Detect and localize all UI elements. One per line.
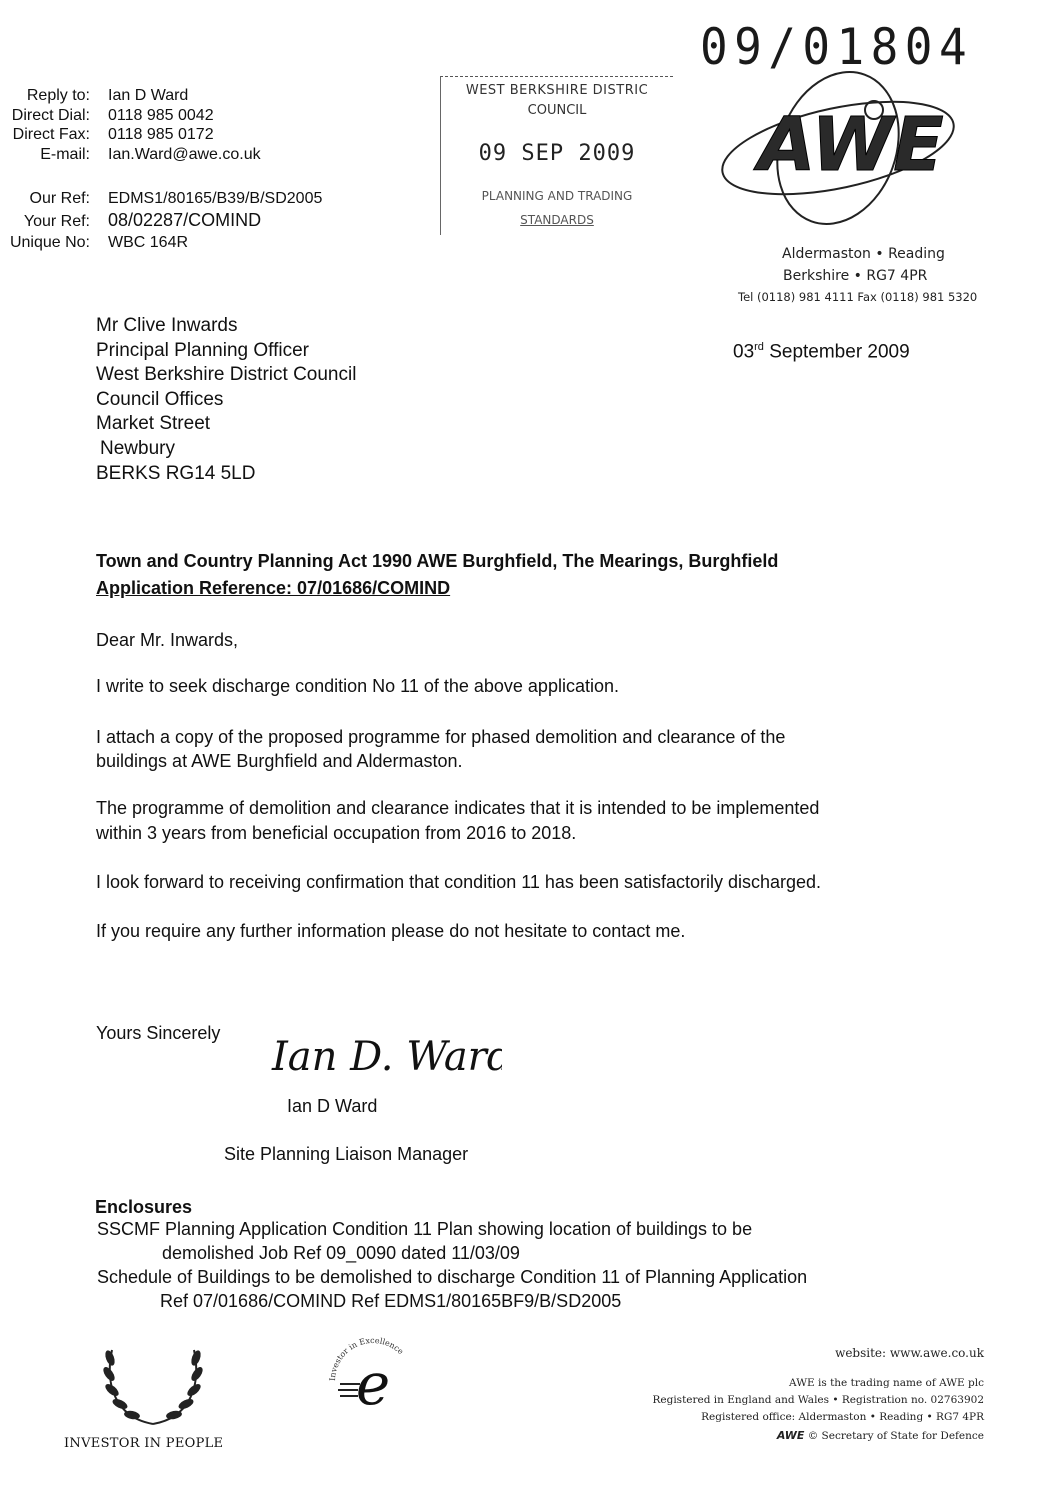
body-paragraph-1: I write to seek discharge condition No 11 of the above application. [96,676,619,696]
body-paragraph-3-line-1: The programme of demolition and clearance indicates that it is intended to be implemented [96,798,820,818]
crown-copyright: AWE © Secretary of State for Defence [776,1429,984,1442]
enclosures-heading: Enclosures [95,1197,193,1217]
email-row: E-mail: Ian.Ward@awe.co.uk [40,146,261,163]
excellence-ring-text: Investor in Excellence [327,1335,406,1382]
company-address-line-1: Aldermaston • Reading [782,246,945,262]
body-paragraph-5: If you require any further information please do not hesitate to contact me. [96,921,686,941]
company-phone-fax: Tel (0118) 981 4111 Fax (0118) 981 5320 [738,290,978,304]
enclosure-2-line-2: Ref 07/01686/COMIND Ref EDMS1/80165BF9/B/SD2005 [160,1291,622,1311]
handwritten-signature [262,1020,502,1095]
investor-in-excellence-logo [326,1334,421,1434]
awe-logo-text: AWE [758,102,944,188]
handwritten-application-number: 09/01804 [700,18,974,76]
stamp-council-line: WEST BERKSHIRE DISTRIC [465,83,649,98]
signatory-name: Ian D Ward [287,1096,378,1116]
stamp-department-line: PLANNING AND TRADING [481,189,633,203]
subject-application-reference: Application Reference: 07/01686/COMIND [96,578,451,598]
website: website: www.awe.co.uk [835,1346,984,1360]
reply-to-row: Reply to: Ian D Ward [26,87,189,104]
awe-logo-graphic [716,66,986,226]
body-paragraph-4: I look forward to receiving confirmation that condition 11 has been satisfactorily discharged. [96,872,822,892]
recipient-address [96,314,356,486]
stamp-date: 09 SEP 2009 [478,141,636,166]
body-paragraph-3-line-2: within 3 years from beneficial occupation from 2016 to 2018. [96,823,577,843]
legal-registration: Registered in England and Wales • Registration no. 02763902 [652,1394,984,1406]
letter-date: 03rd September 2009 [733,341,910,363]
awe-small-logo: AWE [776,1429,805,1442]
body-paragraph-2-line-1: I attach a copy of the proposed programme for phased demolition and clearance of the [96,727,786,747]
investor-in-people-text: INVESTOR IN PEOPLE [64,1436,224,1451]
enclosure-2-line-1: Schedule of Buildings to be demolished to discharge Condition 11 of Planning Application [97,1267,808,1287]
recipient-address-line: Council Offices [96,388,224,410]
excellence-e-icon [326,1334,421,1429]
recipient-address-line: Newbury [100,437,175,459]
your-ref-row: Your Ref: 08/02287/COMIND [23,210,262,230]
enclosure-1-line-2: demolished Job Ref 09_0090 dated 11/03/09 [162,1243,520,1263]
stamp-council-line-2: COUNCIL [527,103,587,118]
signatory-title: Site Planning Liaison Manager [224,1144,469,1164]
laurel-wreath-icon [98,1328,208,1433]
company-address-line-2: Berkshire • RG7 4PR [783,268,928,284]
legal-trading-name: AWE is the trading name of AWE plc [789,1377,984,1389]
body-paragraph-2-line-2: buildings at AWE Burghfield and Aldermaston. [96,751,463,771]
svg-text:e: e [355,1350,391,1418]
received-stamp [440,76,673,235]
recipient-name: Mr Clive Inwards [96,315,238,336]
signature-text: Ian D. Ward [272,1034,502,1080]
salutation: Dear Mr. Inwards, [96,630,239,650]
stamp-department-line-2: STANDARDS [520,213,594,227]
recipient-postcode: BERKS RG14 5LD [96,462,256,484]
direct-fax-row: Direct Fax: 0118 985 0172 [12,126,214,143]
subject-line-1: Town and Country Planning Act 1990 AWE Burghfield, The Mearings, Burghfield [96,551,779,571]
our-ref-row: Our Ref: EDMS1/80165/B39/B/SD2005 [29,190,323,207]
recipient-address-line: Market Street [96,413,211,435]
awe-logo [716,66,986,226]
investor-in-people-logo [98,1328,208,1438]
closing: Yours Sincerely [96,1023,221,1043]
legal-registered-office: Registered office: Aldermaston • Reading • RG7 4PR [701,1411,984,1423]
direct-dial-row: Direct Dial: 0118 985 0042 [11,107,214,124]
enclosure-1-line-1: SSCMF Planning Application Condition 11 Plan showing location of buildings to be [97,1219,753,1239]
recipient-organisation: West Berkshire District Council [96,364,357,386]
recipient-title: Principal Planning Officer [96,339,309,361]
unique-no-row: Unique No: WBC 164R [9,234,189,251]
